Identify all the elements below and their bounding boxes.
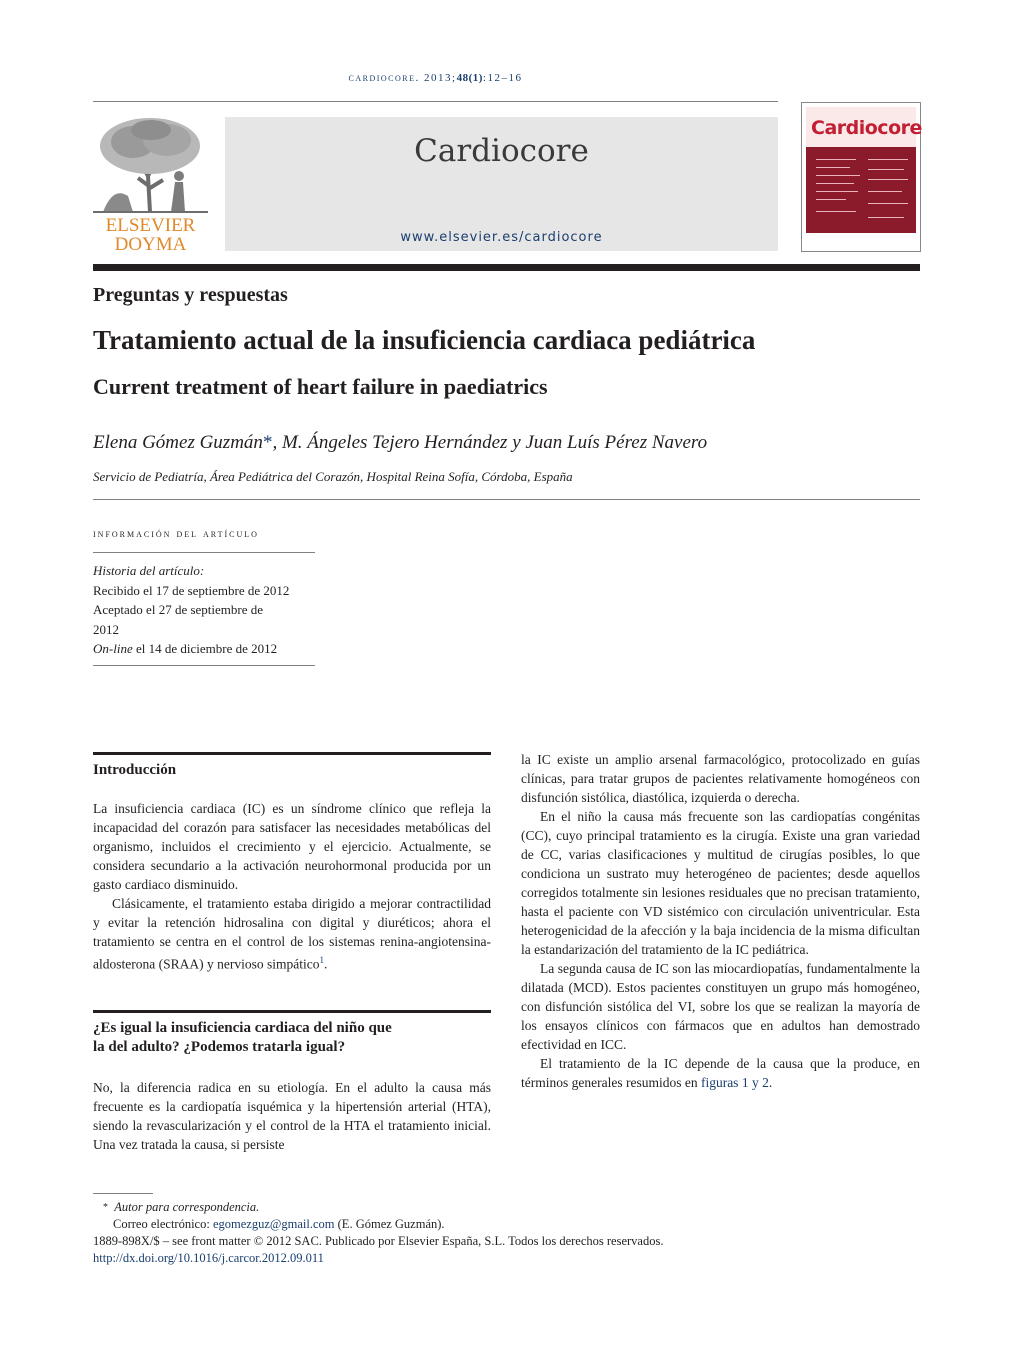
affiliation-rule bbox=[93, 499, 920, 500]
question-paragraph-1: No, la diferencia radica en su etiología. En el adulto la causa más frecuente es la cardiopatía isquémica y la hipertensión arterial (HTA), siendo la revascularización y el control de la HTA el tratamiento inicial. Una vez tratada la causa, si persiste bbox=[93, 1080, 491, 1152]
copyright-line: 1889-898X/$ – see front matter © 2012 SAC. Publicado por Elsevier España, S.L. Todos los derechos reservados. bbox=[93, 1234, 664, 1248]
cover-text-line bbox=[868, 159, 908, 160]
cover-text-line bbox=[868, 169, 904, 170]
online-date bbox=[93, 639, 318, 659]
right-paragraph-1: la IC existe un amplio arsenal farmacológico, protocolizado en guías clínicas, para tratar grupos de pacientes relativamente homogéneos con disfunción sistólica, diastólica, izquierda o derecha. bbox=[521, 752, 920, 805]
article-history bbox=[93, 561, 318, 659]
header-rule bbox=[93, 101, 778, 102]
article-info-heading: información del artículo bbox=[93, 526, 259, 540]
right-paragraph-3: La segunda causa de IC son las miocardiopatías, fundamentalmente la dilatada (MCD). Estos pacientes constituyen un grupo más homogéneo, con disfunción sistólica del VI, sobre los que se realizan la mayoría de los ensayos clínicos con fármacos que en adultos han demostrado efectividad en ICC. bbox=[521, 961, 920, 1052]
journal-cover-thumbnail bbox=[801, 102, 921, 252]
cover-footer bbox=[806, 233, 916, 247]
journal-pages: :12–16 bbox=[482, 72, 523, 84]
author-name: Elena Gómez Guzmán bbox=[93, 432, 263, 453]
question-heading-line1: ¿Es igual la insuficiencia cardiaca del niño que bbox=[93, 1020, 392, 1036]
intro-paragraph-2-end: . bbox=[323, 956, 328, 972]
cover-text-line bbox=[816, 167, 850, 168]
banner-title: Cardiocore bbox=[414, 133, 589, 169]
cover-text-line bbox=[816, 183, 854, 184]
other-authors: , M. Ángeles Tejero Hernández y Juan Luís Pérez Navero bbox=[272, 432, 708, 453]
question-heading bbox=[93, 1019, 491, 1057]
article-title: Tratamiento actual de la insuficiencia cardiaca pediátrica bbox=[93, 325, 756, 355]
right-column-body bbox=[521, 750, 920, 1092]
corresponding-author-label: Autor para correspondencia. bbox=[114, 1200, 260, 1214]
accepted-date-line2: 2012 bbox=[93, 621, 119, 637]
publisher-logo bbox=[93, 116, 208, 256]
intro-top-rule bbox=[93, 752, 491, 755]
journal-year: . 2013; bbox=[415, 72, 457, 84]
cover-title: Cardiocore bbox=[811, 117, 922, 139]
question-top-rule bbox=[93, 1010, 491, 1013]
email-owner: (E. Gómez Guzmán). bbox=[334, 1217, 445, 1231]
email-link[interactable]: egomezguz@gmail.com bbox=[212, 1217, 335, 1231]
cover-text-line bbox=[868, 203, 908, 204]
footnotes bbox=[93, 1199, 923, 1267]
intro-paragraph-1: La insuficiencia cardiaca (IC) es un síndrome clínico que refleja la incapacidad del corazón para satisfacer las necesidades metabólicas del organismo, incluidos el crecimiento y el ejercicio. Actualmente, se considera secundario a la activación neurohormonal producida por un gasto cardiaco disminuido. bbox=[93, 801, 491, 892]
right-paragraph-2: En el niño la causa más frecuente son las cardiopatías congénitas (CC), cuyo principal tratamiento es la cirugía. Existe una gran variedad de CC, varias clasificaciones y multitud de cirugías posibles, lo que condiciona un sustrato muy heterogéneo de pacientes; desde aquellos corregidos totalmente sin lesiones residuales que no precisan tratamiento, hasta el paciente con VD sistémico con circulación univentricular. Esta heterogenicidad de la afección y la baja incidencia de la misma dificultan la estandarización del tratamiento de la IC pediátrica. bbox=[521, 809, 920, 957]
accepted-date-line1: Aceptado el 27 de septiembre de bbox=[93, 602, 264, 617]
publisher-name-line1: ELSEVIER bbox=[105, 215, 196, 236]
intro-paragraph-2 bbox=[93, 894, 491, 974]
email-label: Correo electrónico: bbox=[113, 1217, 213, 1231]
journal-volume: 48(1) bbox=[456, 72, 483, 84]
footnote-star: * bbox=[103, 1202, 108, 1213]
cover-text-line bbox=[816, 175, 860, 176]
article-section-type: Preguntas y respuestas bbox=[93, 284, 288, 306]
cover-text-line bbox=[816, 159, 856, 160]
online-date-text: el 14 de diciembre de 2012 bbox=[132, 641, 278, 656]
cover-background bbox=[806, 107, 922, 247]
doi-link[interactable]: http://dx.doi.org/10.1016/j.carcor.2012.09.011 bbox=[93, 1251, 324, 1265]
figures-link[interactable]: figuras 1 y 2 bbox=[700, 1075, 769, 1090]
intro-heading: Introducción bbox=[93, 762, 177, 778]
cover-text-line bbox=[868, 217, 904, 218]
header-thick-rule bbox=[93, 264, 920, 271]
author-affiliation: Servicio de Pediatría, Área Pediátrica del Corazón, Hospital Reina Sofía, Córdoba, España bbox=[93, 469, 573, 484]
footnote-rule bbox=[93, 1193, 153, 1194]
article-authors bbox=[93, 432, 707, 454]
cover-header bbox=[806, 107, 922, 147]
journal-name: cardiocore bbox=[348, 72, 416, 84]
email-line bbox=[93, 1216, 923, 1233]
question-heading-line2: la del adulto? ¿Podemos tratarla igual? bbox=[93, 1039, 346, 1055]
journal-reference bbox=[93, 72, 778, 84]
intro-paragraph-2-text: Clásicamente, el tratamiento estaba dirigido a mejorar contractilidad y evitar la retención hidrosalina con digital y diuréticos; ahora el tratamiento se centra en el control de los sistemas renina-angiotensina-aldosterona (SRAA) y nervioso simpático bbox=[93, 896, 491, 972]
history-label: Historia del artículo: bbox=[93, 563, 205, 578]
publisher-name-line2: DOYMA bbox=[114, 234, 187, 255]
corresponding-author-note bbox=[93, 1199, 923, 1216]
right-paragraph-4 bbox=[521, 1054, 920, 1092]
reference-link-1[interactable]: 1 bbox=[319, 955, 324, 965]
question-body bbox=[93, 1078, 491, 1154]
cover-text-line bbox=[816, 191, 858, 192]
article-info-rule bbox=[93, 552, 315, 553]
journal-banner bbox=[225, 117, 778, 251]
cover-text-line bbox=[816, 211, 856, 212]
right-paragraph-4-end: . bbox=[768, 1075, 773, 1090]
online-label: On-line bbox=[93, 641, 133, 656]
corresponding-author-link[interactable]: * bbox=[262, 432, 273, 453]
right-paragraph-4-text: El tratamiento de la IC depende de la causa que la produce, en términos generales resumidos en bbox=[521, 1056, 920, 1090]
intro-body bbox=[93, 799, 491, 974]
cover-text-line bbox=[868, 179, 908, 180]
journal-url-link[interactable]: www.elsevier.es/cardiocore bbox=[400, 230, 603, 245]
received-date: Recibido el 17 de septiembre de 2012 bbox=[93, 582, 290, 598]
article-subtitle: Current treatment of heart failure in paediatrics bbox=[93, 374, 548, 399]
article-info-bottom-rule bbox=[93, 665, 315, 666]
cover-text-line bbox=[816, 199, 846, 200]
cover-text-line bbox=[868, 191, 902, 192]
elsevier-tree-icon bbox=[93, 116, 208, 214]
